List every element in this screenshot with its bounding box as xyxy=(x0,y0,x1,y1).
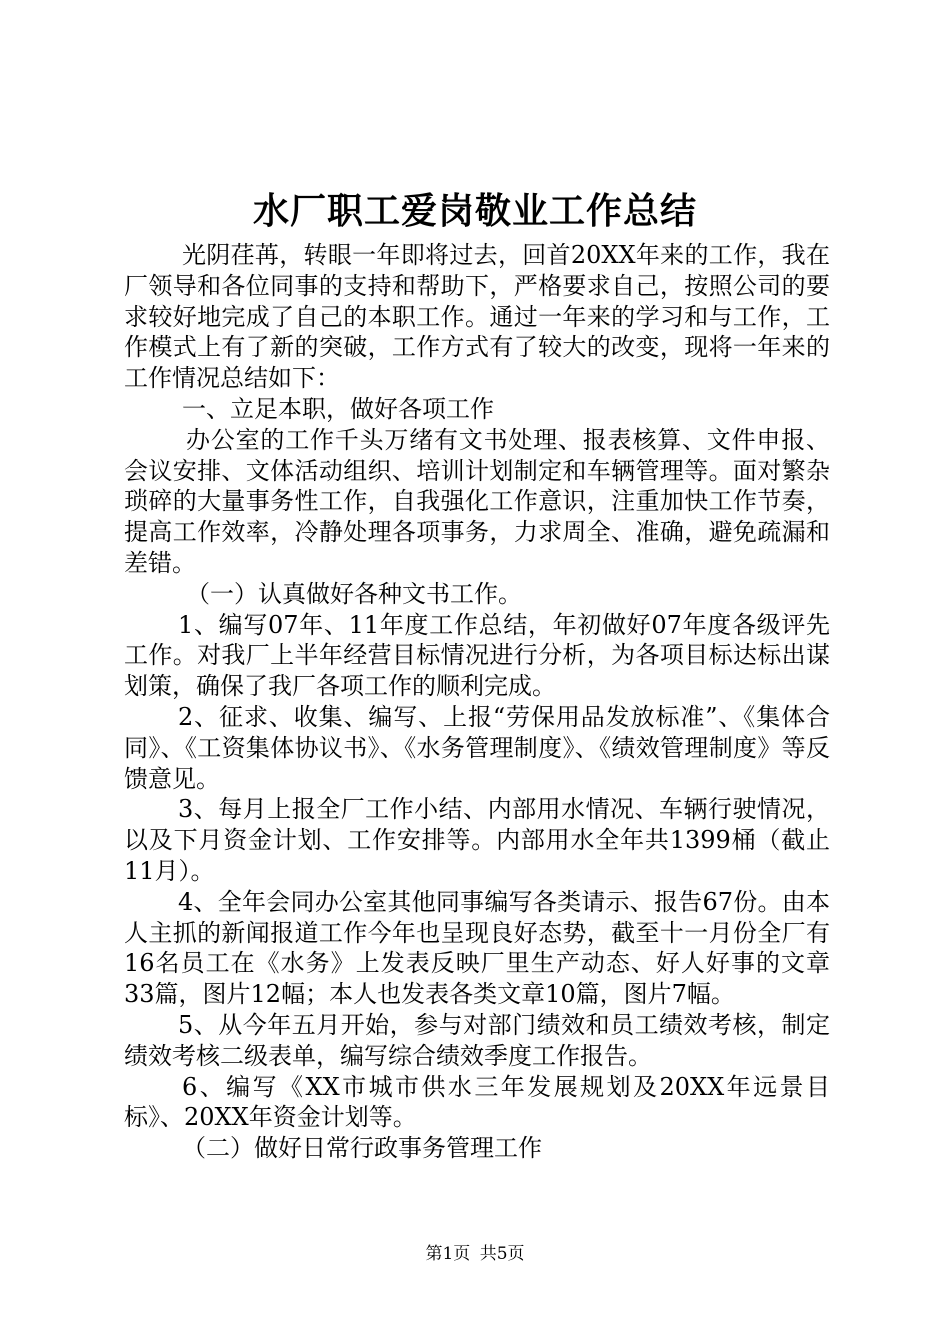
subsection-heading-2: （二）做好日常行政事务管理工作 xyxy=(182,1134,542,1163)
page-total: 共5页 xyxy=(479,1244,525,1264)
paragraph-office-work: 办公室的工作千头万绪有文书处理、报表核算、文件申报、会议安排、文体活动组织、培训计划制定和车辆管理等。面对繁杂琐碎的大量事务性工作，自我强化工作意识，注重加快工作节奏，提高工作效率，冷静处理各项事务，力求周全、准确，避免疏漏和差错。 xyxy=(124,425,830,577)
document-body xyxy=(124,240,830,1164)
list-item-2: 2、征求、收集、编写、上报“劳保用品发放标准”、《集体合同》、《工资集体协议书》、《水务管理制度》、《绩效管理制度》等反馈意见。 xyxy=(124,702,830,793)
document-title: 水厂职工爱岗敬业工作总结 xyxy=(252,190,697,232)
page-number: 第1页 xyxy=(425,1244,471,1264)
list-item-1: 1、编写07年、11年度工作总结，年初做好07年度各级评先工作。对我厂上半年经营目标情况进行分析，为各项目标达标出谋划策，确保了我厂各项工作的顺利完成。 xyxy=(124,610,830,701)
subsection-heading-1: （一）认真做好各种文书工作。 xyxy=(186,579,522,608)
section-heading-1: 一、立足本职，做好各项工作 xyxy=(182,394,494,423)
paragraph-intro: 光阴荏苒，转眼一年即将过去，回首20XX年来的工作，我在厂领导和各位同事的支持和帮助下，严格要求自己，按照公司的要求较好地完成了自己的本职工作。通过一年来的学习和与工作，工作模式上有了新的突破，工作方式有了较大的改变，现将一年来的工作情况总结如下： xyxy=(124,241,830,393)
list-item-3: 3、每月上报全厂工作小结、内部用水情况、车辆行驶情况，以及下月资金计划、工作安排等。内部用水全年共1399桶（截止11月）。 xyxy=(124,795,830,885)
list-item-5: 5、从今年五月开始，参与对部门绩效和员工绩效考核，制定绩效考核二级表单，编写综合绩效季度工作报告。 xyxy=(124,1010,830,1070)
list-item-4: 4、全年会同办公室其他同事编写各类请示、报告67份。由本人主抓的新闻报道工作今年也呈现良好态势，截至十一月份全厂有16名员工在《水务》上发表反映厂里生产动态、好人好事的文章33篇，图片12幅；本人也发表各类文章10篇，图片7幅。 xyxy=(124,887,830,1009)
page-footer xyxy=(0,1243,950,1265)
list-item-6: 6、编写《XX市城市供水三年发展规划及20XX年远景目标》、20XX年资金计划等。 xyxy=(124,1072,830,1132)
